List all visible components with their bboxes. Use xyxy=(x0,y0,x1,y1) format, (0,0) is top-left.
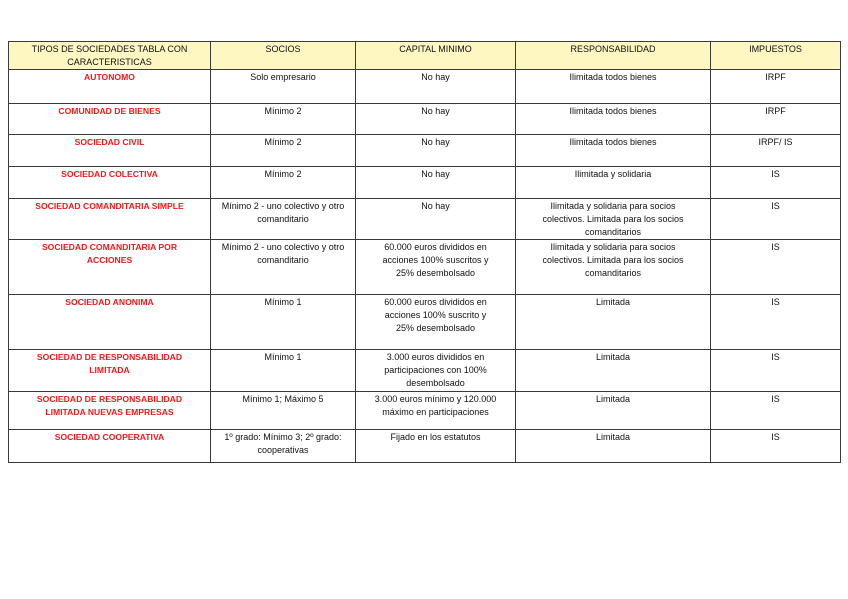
capital-cell: 3.000 euros mínimo y 120.000 máximo en participaciones xyxy=(356,392,516,430)
header-cell-type: TIPOS DE SOCIEDADES TABLA CON CARACTERISTICAS xyxy=(9,42,211,70)
impuestos-cell: IRPF/ IS xyxy=(711,135,841,167)
responsabilidad-cell: Ilimitada todos bienes xyxy=(516,135,711,167)
capital-cell: 3.000 euros divididos en participaciones con 100% desembolsado xyxy=(356,350,516,392)
responsabilidad-cell: Ilimitada todos bienes xyxy=(516,104,711,135)
socios-cell: Mínimo 2 xyxy=(211,135,356,167)
impuestos-cell: IS xyxy=(711,199,841,240)
socios-cell: Mínimo 1 xyxy=(211,295,356,350)
type-cell: SOCIEDAD DE RESPONSABILIDAD LIMITADA NUEVAS EMPRESAS xyxy=(9,392,211,430)
responsabilidad-cell: Ilimitada y solidaria para socios colectivos. Limitada para los socios comanditarios xyxy=(516,240,711,295)
table-row xyxy=(9,199,841,240)
type-cell: SOCIEDAD COOPERATIVA xyxy=(9,430,211,463)
type-cell: SOCIEDAD DE RESPONSABILIDAD LIMITADA xyxy=(9,350,211,392)
responsabilidad-cell: Limitada xyxy=(516,350,711,392)
socios-cell: Mínimo 2 - uno colectivo y otro comanditario xyxy=(211,240,356,295)
responsabilidad-cell: Limitada xyxy=(516,430,711,463)
type-cell: AUTONOMO xyxy=(9,70,211,104)
impuestos-cell: IS xyxy=(711,240,841,295)
impuestos-cell: IRPF xyxy=(711,70,841,104)
capital-cell: No hay xyxy=(356,199,516,240)
table-row xyxy=(9,350,841,392)
responsabilidad-cell: Ilimitada y solidaria para socios colectivos. Limitada para los socios comanditarios xyxy=(516,199,711,240)
impuestos-cell: IS xyxy=(711,167,841,199)
impuestos-cell: IS xyxy=(711,392,841,430)
company-types-table xyxy=(8,41,841,463)
table-row xyxy=(9,135,841,167)
table-row xyxy=(9,167,841,199)
socios-cell: Mínimo 2 xyxy=(211,167,356,199)
impuestos-cell: IS xyxy=(711,295,841,350)
header-row xyxy=(9,42,841,70)
socios-cell: Solo empresario xyxy=(211,70,356,104)
table-row xyxy=(9,104,841,135)
table-row xyxy=(9,430,841,463)
capital-cell: No hay xyxy=(356,70,516,104)
table-row xyxy=(9,240,841,295)
type-cell: SOCIEDAD ANONIMA xyxy=(9,295,211,350)
header-cell-responsabilidad: RESPONSABILIDAD xyxy=(516,42,711,70)
type-cell: COMUNIDAD DE BIENES xyxy=(9,104,211,135)
responsabilidad-cell: Ilimitada todos bienes xyxy=(516,70,711,104)
capital-cell: No hay xyxy=(356,104,516,135)
capital-cell: Fijado en los estatutos xyxy=(356,430,516,463)
header-cell-impuestos: IMPUESTOS xyxy=(711,42,841,70)
responsabilidad-cell: Limitada xyxy=(516,295,711,350)
capital-cell: 60.000 euros divididos en acciones 100% suscrito y 25% desembolsado xyxy=(356,295,516,350)
impuestos-cell: IRPF xyxy=(711,104,841,135)
table-row xyxy=(9,70,841,104)
type-cell: SOCIEDAD COMANDITARIA SIMPLE xyxy=(9,199,211,240)
table-row xyxy=(9,295,841,350)
socios-cell: Mínimo 1; Máximo 5 xyxy=(211,392,356,430)
type-cell: SOCIEDAD CIVIL xyxy=(9,135,211,167)
socios-cell: Mínimo 1 xyxy=(211,350,356,392)
capital-cell: No hay xyxy=(356,135,516,167)
header-cell-socios: SOCIOS xyxy=(211,42,356,70)
impuestos-cell: IS xyxy=(711,430,841,463)
type-cell: SOCIEDAD COMANDITARIA POR ACCIONES xyxy=(9,240,211,295)
responsabilidad-cell: Ilimitada y solidaria xyxy=(516,167,711,199)
header-cell-capital: CAPITAL MINIMO xyxy=(356,42,516,70)
capital-cell: 60.000 euros divididos en acciones 100% suscritos y 25% desembolsado xyxy=(356,240,516,295)
spreadsheet-page xyxy=(8,41,840,463)
socios-cell: 1º grado: Mínimo 3; 2º grado: cooperativas xyxy=(211,430,356,463)
impuestos-cell: IS xyxy=(711,350,841,392)
responsabilidad-cell: Limitada xyxy=(516,392,711,430)
capital-cell: No hay xyxy=(356,167,516,199)
socios-cell: Mínimo 2 xyxy=(211,104,356,135)
table-row xyxy=(9,392,841,430)
socios-cell: Mínimo 2 - uno colectivo y otro comanditario xyxy=(211,199,356,240)
type-cell: SOCIEDAD COLECTIVA xyxy=(9,167,211,199)
